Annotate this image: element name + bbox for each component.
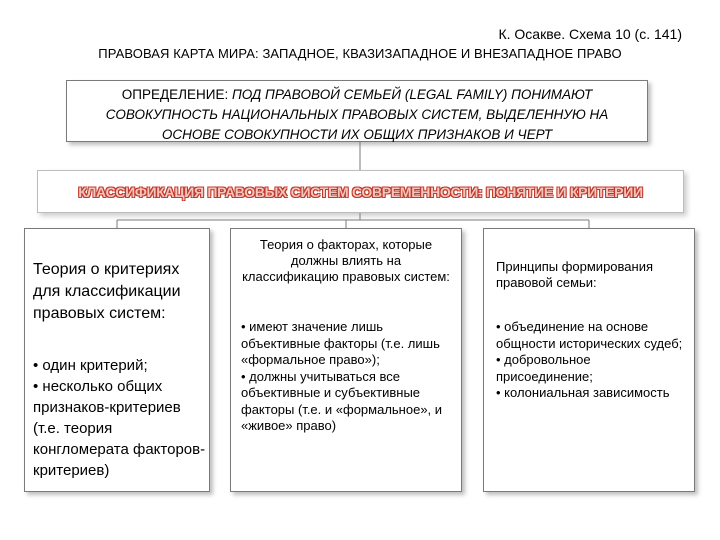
list-item: • объединение на основе общности исторических судеб; [496,319,683,351]
criteria-theory-heading: Теория о критериях для классификации правовых систем: [33,261,181,322]
list-item: • один критерий; [33,357,148,374]
factors-theory-box [230,228,462,492]
list-item: • несколько общих признаков-критериев (т.е. теория конгломерата факторов-критериев) [33,378,206,479]
factors-theory-list [241,319,451,435]
factors-theory-heading: Теория о факторах, которые должны влиять на классификацию правовых систем: [242,237,450,284]
page-title: ПРАВОВАЯ КАРТА МИРА: ЗАПАДНОЕ, КВАЗИЗАПАДНОЕ И ВНЕЗАПАДНОЕ ПРАВО [98,46,622,61]
list-item: • должны учитываться все объективные и субъективные факторы (т.е. и «формальное», и «живое» право) [241,368,443,433]
criteria-theory-box [24,228,210,492]
list-item: • имеют значение лишь объективные факторы (т.е. лишь «формальное право»); [241,319,440,367]
principles-heading: Принципы формирования правовой семьи: [496,259,654,290]
principles-list [496,319,686,402]
list-item: • колониальная зависимость [496,385,670,400]
definition-text: ПОД ПРАВОВОЙ СЕМЬЕЙ (LEGAL FAMILY) ПОНИМАЮТ СОВОКУПНОСТЬ НАЦИОНАЛЬНЫХ ПРАВОВЫХ СИСТЕМ, ВЫДЕЛЕННУЮ НА ОСНОВЕ СОВОКУПНОСТИ ИХ ОБЩИХ ПРИЗНАКОВ И ЧЕРТ [105,87,609,142]
definition-label: ОПРЕДЕЛЕНИЕ: [121,87,229,102]
classification-title: КЛАССИФИКАЦИЯ ПРАВОВЫХ СИСТЕМ СОВРЕМЕННОСТИ: ПОНЯТИЕ И КРИТЕРИИ [78,183,643,200]
criteria-theory-list [33,355,209,481]
source-citation: К. Осакве. Схема 10 (с. 141) [498,26,682,42]
legal-family-principles-box [483,228,695,492]
list-item: • добровольное присоединение; [496,352,593,384]
